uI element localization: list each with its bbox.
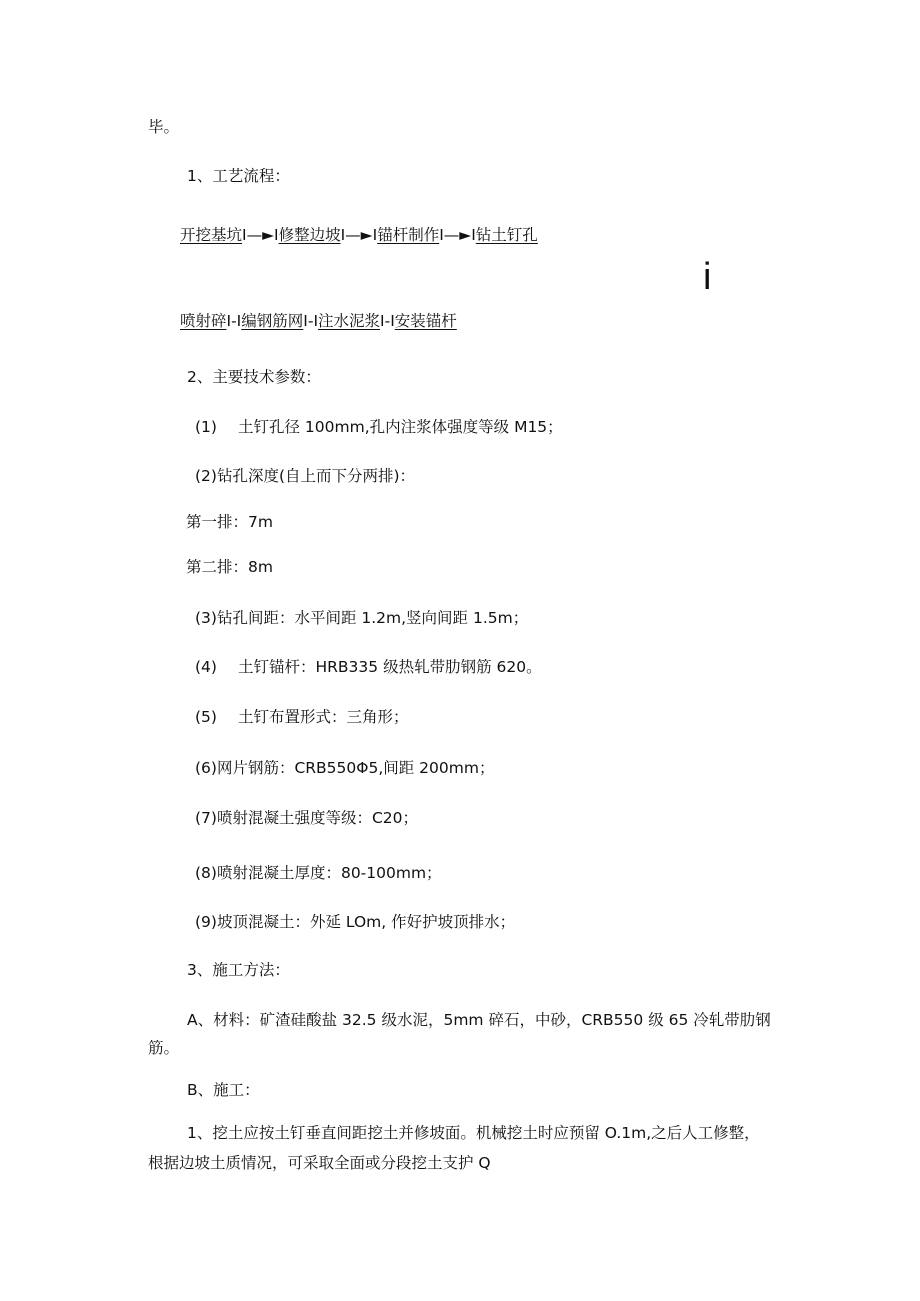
- param-text: 土钉孔径 100mm,孔内注浆体强度等级 M15；: [238, 418, 563, 436]
- process-flow-row-2: [180, 311, 457, 331]
- flow-step: 锚杆制作: [377, 226, 440, 244]
- param-text: (2)钻孔深度(自上而下分两排)：: [195, 467, 416, 485]
- flow-step: 修整边坡: [278, 226, 341, 244]
- flow-step: 编钢筋网: [241, 312, 304, 330]
- flow-arrow: I—►I: [340, 226, 378, 244]
- flow-step: 安装锚杆: [394, 312, 457, 330]
- paragraph-text: A、材料：矿渣硅酸盐 32.5 级水泥，5mm 碎石，中砂，CRB550 级 65 冷轧带肋钢: [187, 1011, 771, 1029]
- section-heading: 1、工艺流程：: [187, 167, 290, 185]
- flow-arrow: I-I: [303, 312, 319, 330]
- flow-step: 开挖基坑: [180, 226, 243, 244]
- param-text: 第一排：7m: [186, 513, 273, 531]
- section-heading: 2、主要技术参数：: [187, 368, 321, 386]
- flow-step: 钻土钉孔: [475, 226, 538, 244]
- flow-step: 喷射碎: [180, 312, 227, 330]
- param-text: (3)钻孔间距：水平间距 1.2m,竖向间距 1.5m；: [195, 609, 529, 627]
- param-number: (1): [195, 418, 217, 436]
- process-flow-row-1: [180, 225, 538, 245]
- flow-step: 注水泥浆: [318, 312, 381, 330]
- param-text: 土钉锚杆：HRB335 级热轧带肋钢筋 620。: [238, 658, 542, 676]
- paragraph-text: 筋。: [148, 1039, 180, 1057]
- flow-arrow: I-I: [226, 312, 242, 330]
- paragraph-text: 1、挖土应按土钉垂直间距挖土并修坡面。机械挖土时应预留 O.1m,之后人工修整，: [187, 1124, 760, 1142]
- param-text: (7)喷射混凝土强度等级：C20；: [195, 809, 419, 827]
- flow-arrow: I—►I: [439, 226, 476, 244]
- paragraph-text: 根据边坡土质情况，可采取全面或分段挖土支护 Q: [148, 1154, 491, 1172]
- param-text: 土钉布置形式：三角形；: [238, 708, 409, 726]
- param-text: (8)喷射混凝土厚度：80-100mm；: [195, 864, 442, 882]
- param-number: (5): [195, 708, 217, 726]
- flow-connector-marker: i: [703, 256, 712, 298]
- param-number: (4): [195, 658, 217, 676]
- flow-arrow: I—►I: [242, 226, 279, 244]
- text-line: 毕。: [148, 118, 180, 136]
- flow-arrow: I-I: [380, 312, 395, 330]
- param-text: 第二排：8m: [186, 558, 273, 576]
- param-text: (9)坡顶混凝土：外延 LOm, 作好护坡顶排水；: [195, 913, 516, 931]
- param-text: (6)网片钢筋：CRB550Φ5,间距 200mm；: [195, 759, 495, 777]
- paragraph-text: B、施工：: [187, 1081, 260, 1099]
- section-heading: 3、施工方法：: [187, 961, 290, 979]
